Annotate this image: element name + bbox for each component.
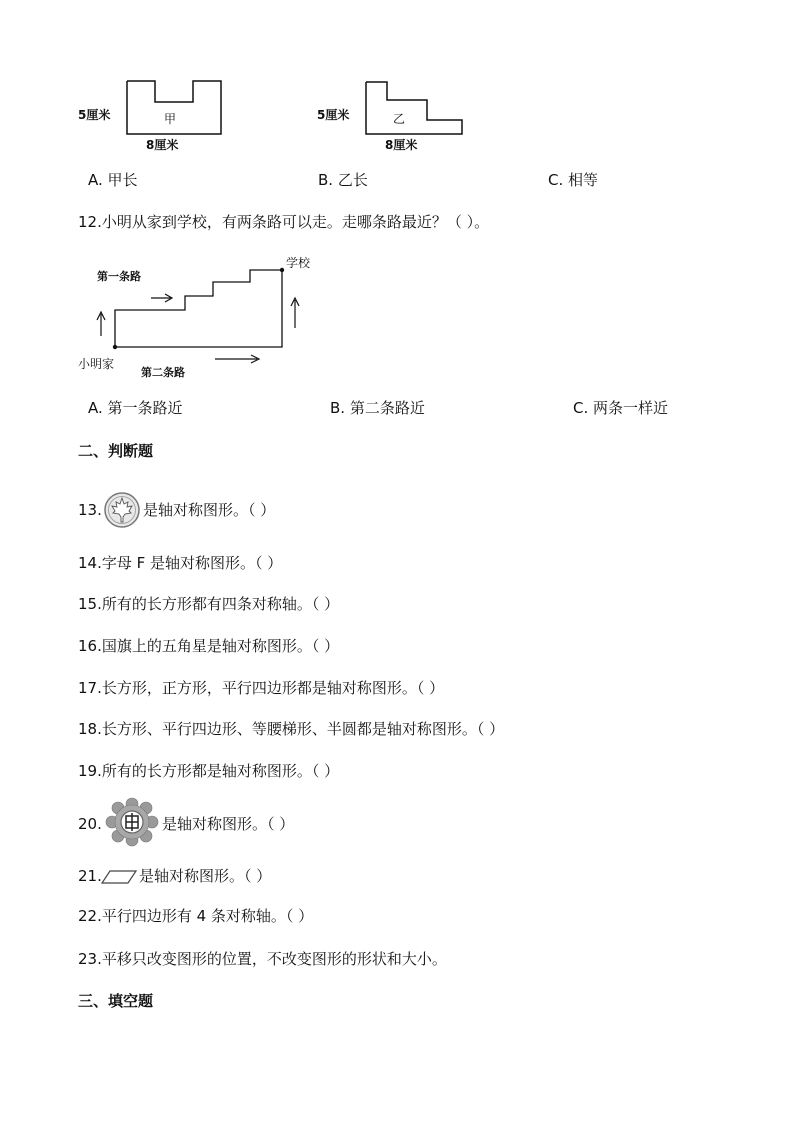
- q12-text: 12.小明从家到学校，有两条路可以走。走哪条路最近？（ ）。: [78, 213, 490, 231]
- q12-option-c[interactable]: C. 两条一样近: [573, 399, 669, 417]
- figure-b-height-label: 5厘米: [317, 108, 350, 122]
- q22-text: 22.平行四边形有 4 条对称轴。（ ）: [78, 907, 314, 925]
- q14-text: 14.字母 F 是轴对称图形。（ ）: [78, 554, 283, 572]
- figure-a-width-label: 8厘米: [146, 138, 179, 152]
- school-label: 学校: [286, 256, 311, 270]
- figure-b-width-label: 8厘米: [385, 138, 418, 152]
- q13-text: 是轴对称图形。（ ）: [143, 501, 276, 519]
- q21-text: 是轴对称图形。（ ）: [139, 867, 272, 885]
- flower-emblem-icon: [104, 796, 160, 848]
- q11-figure-b: [315, 78, 475, 158]
- q11-option-c[interactable]: C. 相等: [548, 171, 599, 189]
- q12-option-a[interactable]: A. 第一条路近: [88, 399, 183, 417]
- section3-title: 三、填空题: [78, 992, 154, 1010]
- q16-text: 16.国旗上的五角星是轴对称图形。（ ）: [78, 637, 340, 655]
- q13-number: 13.: [78, 501, 102, 519]
- q12-route-diagram: [75, 252, 335, 382]
- q11-option-b[interactable]: B. 乙长: [318, 171, 368, 189]
- q23-text: 23.平移只改变图形的位置，不改变图形的形状和大小。: [78, 950, 447, 968]
- q17-text: 17.长方形，正方形，平行四边形都是轴对称图形。（ ）: [78, 679, 445, 697]
- maple-leaf-coin-icon: [103, 491, 141, 529]
- route2-label: 第二条路: [141, 366, 185, 379]
- figure-a-name: 甲: [164, 112, 177, 126]
- q11-figure-a: [76, 78, 236, 158]
- q11-option-a[interactable]: A. 甲长: [88, 171, 138, 189]
- figure-a-height-label: 5厘米: [78, 108, 111, 122]
- q20-number: 20.: [78, 815, 102, 833]
- figure-b-name: 乙: [393, 112, 406, 126]
- q15-text: 15.所有的长方形都有四条对称轴。（ ）: [78, 595, 340, 613]
- route1-label: 第一条路: [97, 270, 141, 283]
- parallelogram-icon: [100, 868, 138, 886]
- section2-title: 二、判断题: [78, 442, 154, 460]
- q19-text: 19.所有的长方形都是轴对称图形。（ ）: [78, 762, 340, 780]
- q12-option-b[interactable]: B. 第二条路近: [330, 399, 425, 417]
- q21-number: 21.: [78, 867, 102, 885]
- q20-text: 是轴对称图形。（ ）: [162, 815, 295, 833]
- q18-text: 18.长方形、平行四边形、等腰梯形、半圆都是轴对称图形。（ ）: [78, 720, 505, 738]
- home-label: 小明家: [78, 357, 115, 371]
